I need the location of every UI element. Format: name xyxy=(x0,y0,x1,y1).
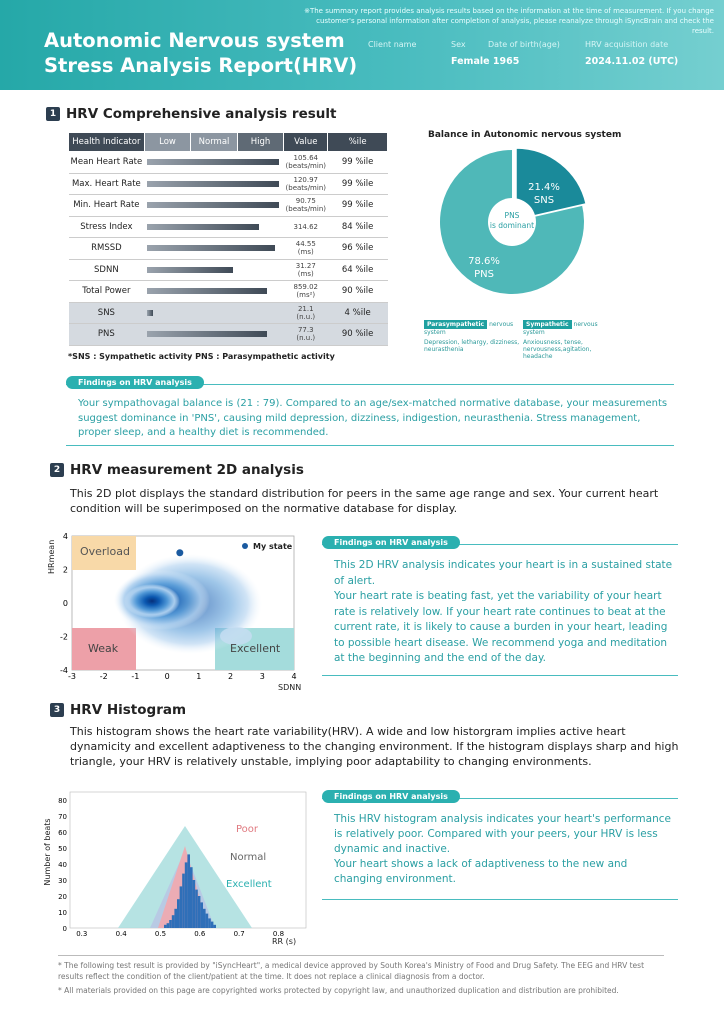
client-name-label: Client name xyxy=(368,40,417,49)
indicator-name: Mean Heart Rate xyxy=(69,152,145,174)
level-bar xyxy=(147,224,259,230)
x-tick-label: -3 xyxy=(68,672,76,681)
hist-y-tick: 0 xyxy=(62,925,67,933)
pie-sns-pct: 21.4% xyxy=(528,182,560,193)
x-tick-label: 4 xyxy=(291,672,297,681)
section1-number: 1 xyxy=(46,107,60,121)
indicator-pctl: 96 %ile xyxy=(328,238,388,260)
level-cell xyxy=(144,195,284,217)
hist-bar xyxy=(174,909,177,928)
level-cell xyxy=(144,259,284,281)
hist-bar xyxy=(200,902,203,928)
table-row xyxy=(69,302,388,324)
section1-title: 1 HRV Comprehensive analysis result xyxy=(46,106,336,122)
indicator-value: 90.75 (beats/min) xyxy=(284,195,328,217)
section3-intro: This histogram shows the heart rate variability(HRV). A wide and low historgram implies active heart dynamicity and excellent adaptiveness to the changing environment. If the histogram displays sharp and high triangle, your HRV is relatively unstable, implying poor adaptability to changing environments. xyxy=(70,725,679,768)
level-cell xyxy=(144,324,284,346)
indicator-name: SDNN xyxy=(69,259,145,281)
excellent-label: Excellent xyxy=(230,642,281,655)
hrv-histogram xyxy=(40,786,310,948)
indicator-value: 120.97 (beats/min) xyxy=(284,173,328,195)
overload-label: Overload xyxy=(80,545,130,558)
x-tick-label: 1 xyxy=(196,672,202,681)
hist-y-tick: 80 xyxy=(58,797,67,805)
legend-marker xyxy=(242,543,248,549)
table-row xyxy=(69,281,388,303)
findings-text: Your sympathovagal balance is (21 : 79). Compared to an age/sex-matched normative database, your measurements suggest dominance in 'PNS', causing mild depression, dizziness, indigestion, neurasthenia. Stress management, proper sleep, and a healthy diet is recommended. xyxy=(78,398,668,438)
pie-title: Balance in Autonomic nervous system xyxy=(428,130,622,140)
hist-bar xyxy=(180,886,183,928)
level-bar xyxy=(147,331,267,337)
hist-bar xyxy=(203,909,206,928)
indicator-value: 31.27 (ms) xyxy=(284,259,328,281)
pie-pns-pct: 78.6% xyxy=(468,256,500,267)
y-axis-label: HRmean xyxy=(47,539,56,574)
hist-x-tick: 0.5 xyxy=(154,930,167,938)
y-tick-label: 0 xyxy=(62,599,68,608)
level-cell xyxy=(144,238,284,260)
hist-bar xyxy=(182,874,185,928)
indicator-value: 859.02 (ms²) xyxy=(284,281,328,303)
pie-center-line1: PNS xyxy=(504,211,520,220)
footer-note2: * All materials provided on this page are copyrighted works protected by copyright law, and unauthorized duplication and distribution are prohibited. xyxy=(58,986,619,995)
indicator-name: Max. Heart Rate xyxy=(69,173,145,195)
section2-intro: This 2D plot displays the standard distribution for peers in the same age range and sex. Your current heart condition will be superimposed on the normative database for display. xyxy=(70,487,659,515)
hist-bar xyxy=(195,890,198,928)
y-tick-label: -2 xyxy=(60,632,68,642)
findings-section3: Findings on HRV analysis This HRV histogram analysis indicates your heart's performance is relatively poor. Compared with your peers, your HRV is less dynamic and inactive. Your heart shows a lack of adaptiveness to the new and changing environment. xyxy=(322,790,678,900)
footer-notes xyxy=(58,960,668,996)
indicator-name: Stress Index xyxy=(69,216,145,238)
table-row xyxy=(69,152,388,174)
indicator-name: SNS xyxy=(69,302,145,324)
x-tick-label: -1 xyxy=(131,672,140,681)
level-bar xyxy=(147,202,279,208)
hist-x-tick: 0.7 xyxy=(233,930,245,938)
hist-bar xyxy=(177,899,180,928)
level-bar xyxy=(147,159,279,165)
hist-bar xyxy=(172,915,175,928)
level-cell xyxy=(144,173,284,195)
level-bar xyxy=(147,310,152,316)
hist-bar xyxy=(193,880,196,928)
indicator-value: 21.1 (n.u.) xyxy=(284,302,328,324)
hist-bar xyxy=(167,923,170,928)
table-row xyxy=(69,324,388,346)
x-tick-label: 0 xyxy=(164,672,170,681)
poor-label: Poor xyxy=(236,824,259,835)
hist-x-label: RR (s) xyxy=(272,937,297,946)
y-tick-label: 4 xyxy=(62,532,68,541)
pie-sns-label: SNS xyxy=(533,195,555,206)
hist-y-tick: 20 xyxy=(58,893,67,901)
indicator-pctl: 90 %ile xyxy=(328,281,388,303)
legend-sympathetic: Sympathetic nervous system Anxiousness, tense, nervousness,agitation, headache xyxy=(523,321,598,360)
indicator-name: Min. Heart Rate xyxy=(69,195,145,217)
normal-label: Normal xyxy=(230,852,267,863)
hist-bar xyxy=(169,920,172,928)
hist-bar xyxy=(198,896,201,928)
indicator-value: 77.3 (n.u.) xyxy=(284,324,328,346)
indicator-name: RMSSD xyxy=(69,238,145,260)
report-title: Autonomic Nervous system Stress Analysis Report(HRV) xyxy=(44,29,358,77)
level-cell xyxy=(144,302,284,324)
indicator-pctl: 99 %ile xyxy=(328,152,388,174)
excellent-hist-label: Excellent xyxy=(226,879,272,890)
hist-x-tick: 0.8 xyxy=(272,930,285,938)
col-health-indicator: Health Indicator xyxy=(69,133,145,152)
dob-label: Date of birth(age) xyxy=(488,40,560,49)
indicator-pctl: 4 %ile xyxy=(328,302,388,324)
x-tick-label: -2 xyxy=(99,672,108,681)
indicator-value: 314.62 xyxy=(284,216,328,238)
hist-y-tick: 60 xyxy=(58,829,67,837)
x-tick-label: 3 xyxy=(259,672,265,681)
pie-pns-label: PNS xyxy=(474,269,494,280)
indicator-pctl: 90 %ile xyxy=(328,324,388,346)
sex-dob-value: Female 1965 xyxy=(451,56,520,67)
col-high: High xyxy=(238,133,284,151)
hist-bar xyxy=(190,867,193,928)
findings-section1 xyxy=(66,376,674,446)
indicator-pctl: 99 %ile xyxy=(328,195,388,217)
indicator-pctl: 84 %ile xyxy=(328,216,388,238)
col-value: Value xyxy=(284,133,328,152)
indicator-pctl: 99 %ile xyxy=(328,173,388,195)
table-row xyxy=(69,195,388,217)
footer-divider xyxy=(58,955,664,956)
level-cell xyxy=(144,216,284,238)
hist-x-tick: 0.4 xyxy=(115,930,127,938)
findings-section2: Findings on HRV analysis This 2D HRV analysis indicates your heart is in a sustained state of alert. Your heart rate is beating fast, yet the variability of your heart rate is relatively low. If your heart rate continues to beat at the current rate, it is likely to cause a burden in your heart, leading to possible heart disease. We recommend yoga and meditation at the beginning and the end of the day. xyxy=(322,536,678,676)
hist-y-tick: 10 xyxy=(58,909,67,917)
hrv-indicator-table xyxy=(68,132,388,346)
hist-bar xyxy=(211,922,214,928)
level-bar xyxy=(147,267,232,273)
hist-bar xyxy=(213,925,216,928)
table-row xyxy=(69,259,388,281)
hist-bar xyxy=(164,925,167,928)
col-low: Low xyxy=(145,133,192,151)
legend-parasympathetic: Parasympathetic nervous system Depression, lethargy, dizziness, neurasthenia xyxy=(424,321,520,353)
hrv-2d-plot xyxy=(40,528,310,696)
findings3-text: This HRV histogram analysis indicates your heart's performance is relatively poor. Compared with your peers, your HRV is less dynamic and inactive. Your heart shows a lack of adaptiveness to the new and changing environment. xyxy=(334,813,671,885)
col-normal: Normal xyxy=(191,133,238,151)
level-bar xyxy=(147,245,275,251)
hist-y-tick: 40 xyxy=(58,861,67,869)
indicator-value: 44.55 (ms) xyxy=(284,238,328,260)
level-cell xyxy=(144,152,284,174)
findings2-text: This 2D HRV analysis indicates your heart is in a sustained state of alert. Your heart rate is beating fast, yet the variability of your heart rate is relatively low. If your heart rate continues to beat at the current rate, it is likely to cause a burden in your heart, leading to possible heart disease. We recommend yoga and meditation at the beginning and the end of the day. xyxy=(334,559,673,664)
sex-label: Sex xyxy=(451,40,466,49)
level-cell xyxy=(144,281,284,303)
table-row xyxy=(69,216,388,238)
weak-label: Weak xyxy=(88,642,119,655)
hist-bar xyxy=(208,918,211,928)
indicator-name: Total Power xyxy=(69,281,145,303)
hist-bar xyxy=(206,914,209,928)
pie-center-line2: is dominant xyxy=(489,221,535,230)
acq-date-label: HRV acquisition date xyxy=(585,40,669,49)
y-tick-label: 2 xyxy=(62,565,68,575)
indicator-pctl: 64 %ile xyxy=(328,259,388,281)
footer-note1: * The following test result is provided by "iSyncHeart", a medical device approved by South Korea's Ministry of Food and Drug Safety. The EEG and HRV test results reflect the condition of the client/patient at the time. It does not replace a clinical diagnosis from a doctor. xyxy=(58,961,645,981)
header-notice: ※The summary report provides analysis results based on the information at the time of measurement. If you change customer's personal information after completion of analysis, please reanalyze through iSyncBrain and check the result. xyxy=(304,7,714,35)
section2-title: 2 HRV measurement 2D analysis xyxy=(50,462,304,478)
hist-y-tick: 50 xyxy=(58,845,67,853)
x-axis-label: SDNN xyxy=(278,683,302,692)
indicator-name: PNS xyxy=(69,324,145,346)
report-header xyxy=(0,0,724,90)
hist-bar xyxy=(185,862,188,928)
acq-date-value: 2024.11.02 (UTC) xyxy=(585,56,679,67)
ans-balance-pie xyxy=(436,146,588,298)
level-bar xyxy=(147,181,279,187)
my-state-point xyxy=(176,549,183,556)
abbreviation-note: *SNS : Sympathetic activity PNS : Parasympathetic activity xyxy=(68,352,335,361)
col-level xyxy=(144,133,284,152)
hist-bar xyxy=(187,854,190,928)
level-bar xyxy=(147,288,267,294)
hist-y-tick: 70 xyxy=(58,813,67,821)
y-tick-label: -4 xyxy=(60,666,68,675)
hist-y-tick: 30 xyxy=(58,877,67,885)
hist-y-label: Number of beats xyxy=(43,818,52,886)
x-tick-label: 2 xyxy=(228,672,234,681)
findings-tag: Findings on HRV analysis xyxy=(66,376,204,389)
col-pctl: %ile xyxy=(328,133,388,152)
table-row xyxy=(69,238,388,260)
section3-title: 3 HRV Histogram xyxy=(50,702,186,718)
table-row xyxy=(69,173,388,195)
hist-x-tick: 0.6 xyxy=(194,930,206,938)
legend-my-state: My state xyxy=(253,542,293,551)
hist-x-tick: 0.3 xyxy=(76,930,88,938)
indicator-value: 105.64 (beats/min) xyxy=(284,152,328,174)
